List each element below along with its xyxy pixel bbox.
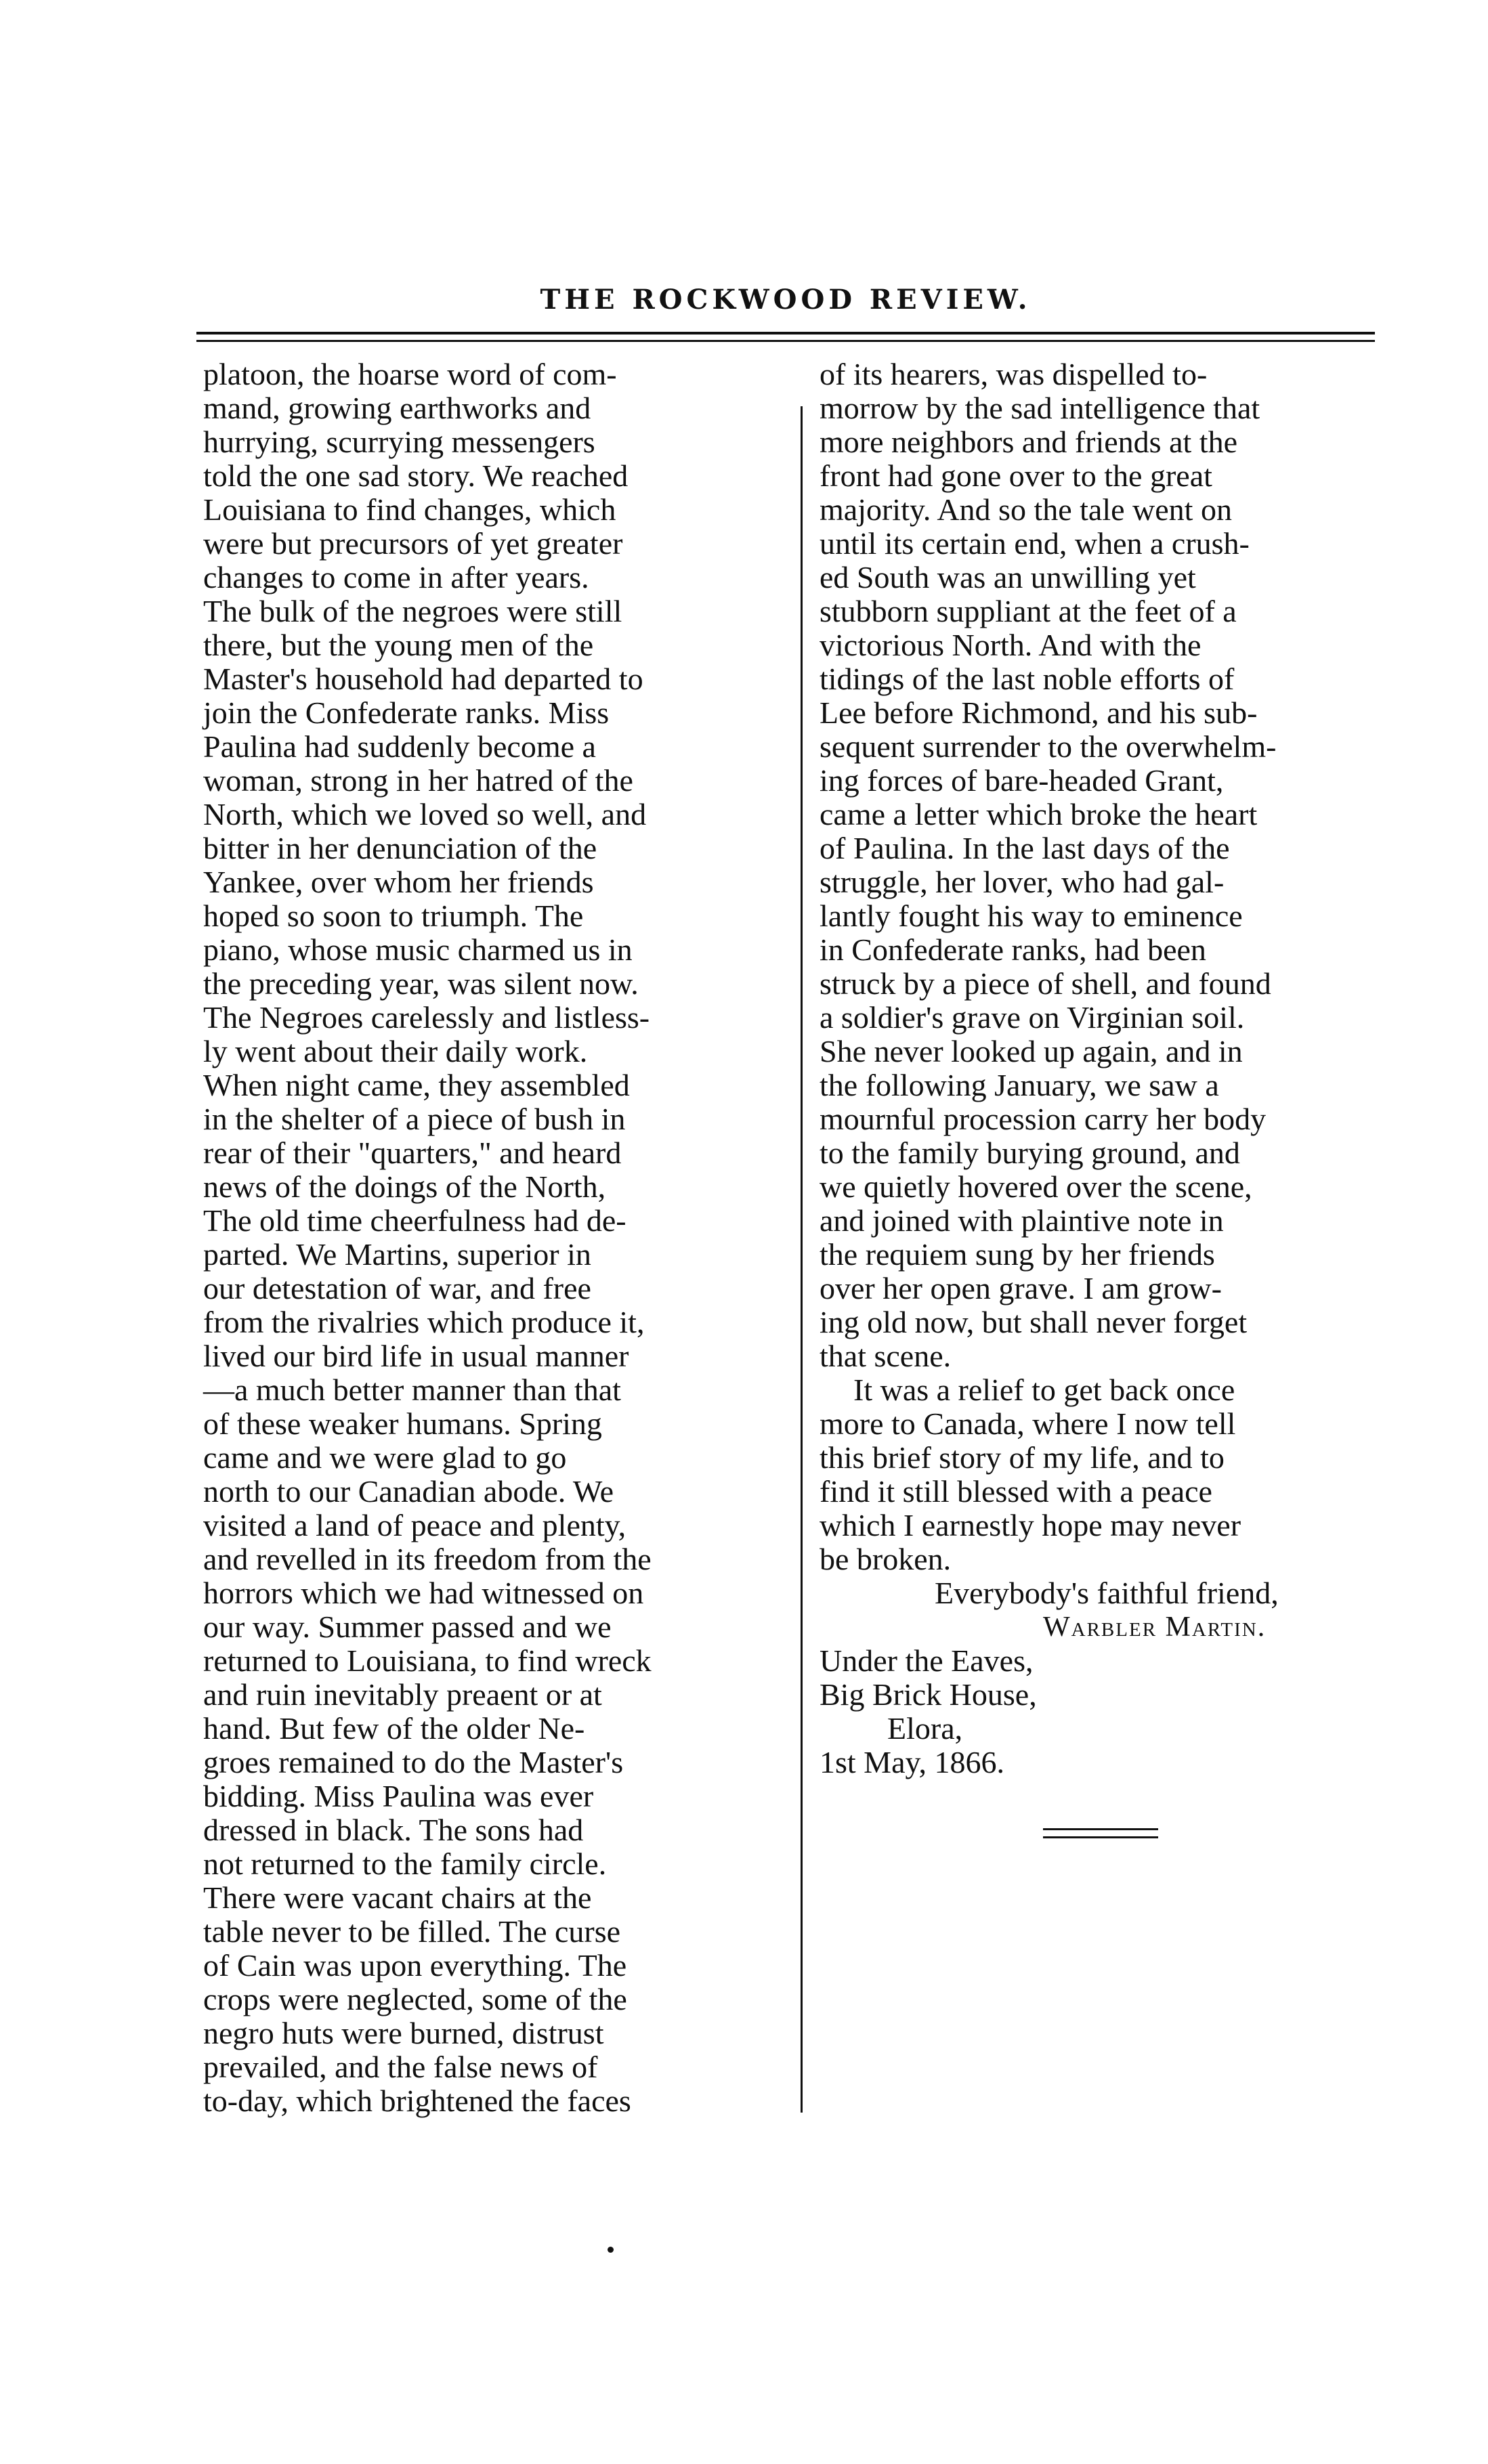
text-line: table never to be filled. The curse: [203, 1914, 621, 1949]
text-line: join the Confederate ranks. Miss: [203, 695, 610, 730]
text-line: were but precursors of yet greater: [203, 526, 623, 561]
text-line: of its hearers, was dispelled to-: [820, 357, 1208, 391]
text-line: the requiem sung by her friends: [820, 1237, 1215, 1272]
text-line: that scene.: [820, 1339, 952, 1373]
header-rule-secondary: [196, 340, 1375, 342]
text-line: Paulina had suddenly become a: [203, 729, 596, 764]
text-line: lived our bird life in usual manner: [203, 1339, 629, 1373]
text-line: mournful procession carry her body: [820, 1102, 1267, 1136]
text-line: The Negroes carelessly and listless-: [203, 1000, 650, 1035]
right-column: [820, 358, 1395, 1779]
text-line: Yankee, over whom her friends: [203, 865, 594, 899]
text-line: dressed in black. The sons had: [203, 1813, 584, 1847]
text-line: find it still blessed with a peace: [820, 1474, 1212, 1509]
text-line: our detestation of war, and free: [203, 1271, 591, 1305]
text-line: hoped so soon to triumph. The: [203, 899, 584, 933]
text-line: The bulk of the negroes were still: [203, 594, 622, 628]
text-line: came and we were glad to go: [203, 1440, 567, 1475]
text-line: woman, strong in her hatred of the: [203, 763, 633, 798]
end-rule-secondary: [1043, 1836, 1158, 1838]
text-line: The old time cheerfulness had de-: [203, 1203, 626, 1238]
text-line: platoon, the hoarse word of com-: [203, 357, 617, 391]
text-line: until its certain end, when a crush-: [820, 526, 1250, 561]
text-line: and joined with plaintive note in: [820, 1203, 1224, 1238]
text-line: we quietly hovered over the scene,: [820, 1169, 1252, 1204]
left-column: [203, 358, 769, 2118]
text-line: North, which we loved so well, and: [203, 797, 647, 831]
text-line: north to our Canadian abode. We: [203, 1474, 614, 1509]
text-line: It was a relief to get back once: [853, 1373, 1235, 1407]
text-line: bidding. Miss Paulina was ever: [203, 1779, 594, 1813]
text-line: and revelled in its freedom from the: [203, 1542, 652, 1576]
text-line: piano, whose music charmed us in: [203, 932, 633, 967]
text-line: stubborn suppliant at the feet of a: [820, 594, 1237, 628]
text-line: rear of their "quarters," and heard: [203, 1136, 622, 1170]
text-line: more neighbors and friends at the: [820, 425, 1237, 459]
text-line: more to Canada, where I now tell: [820, 1406, 1236, 1441]
text-line: prevailed, and the false news of: [203, 2050, 598, 2084]
text-line: morrow by the sad intelligence that: [820, 391, 1260, 425]
text-line: lantly fought his way to eminence: [820, 899, 1243, 933]
text-line: tidings of the last noble efforts of: [820, 662, 1235, 696]
text-line: horrors which we had witnessed on: [203, 1576, 644, 1610]
text-line: this brief story of my life, and to: [820, 1440, 1225, 1475]
text-line: in Confederate ranks, had been: [820, 932, 1206, 967]
text-line: told the one sad story. We reached: [203, 458, 629, 493]
text-line: changes to come in after years.: [203, 560, 589, 595]
text-line: of these weaker humans. Spring: [203, 1406, 602, 1441]
address-line: 1st May, 1866.: [820, 1745, 1005, 1779]
text-line: to the family burying ground, and: [820, 1136, 1240, 1170]
text-line: our way. Summer passed and we: [203, 1609, 612, 1644]
page-mark: [608, 2247, 614, 2253]
text-line: hand. But few of the older Ne-: [203, 1711, 585, 1746]
text-line: Master's household had departed to: [203, 662, 643, 696]
text-line: came a letter which broke the heart: [820, 797, 1258, 831]
text-line: ly went about their daily work.: [203, 1034, 588, 1068]
end-rule: [1043, 1828, 1158, 1830]
text-line: news of the doings of the North,: [203, 1169, 606, 1204]
signoff: Everybody's faithful friend,: [935, 1576, 1279, 1610]
text-line: groes remained to do the Master's: [203, 1745, 624, 1779]
text-line: front had gone over to the great: [820, 458, 1212, 493]
text-line: to-day, which brightened the faces: [203, 2083, 631, 2118]
text-line: She never looked up again, and in: [820, 1034, 1243, 1068]
running-header: THE ROCKWOOD REVIEW.: [540, 284, 1032, 316]
text-line: over her open grave. I am grow-: [820, 1271, 1222, 1305]
text-line: not returned to the family circle.: [203, 1846, 607, 1881]
text-line: bitter in her denunciation of the: [203, 831, 597, 865]
text-line: When night came, they assembled: [203, 1068, 630, 1102]
text-line: there, but the young men of the: [203, 628, 594, 662]
text-line: the following January, we saw a: [820, 1068, 1219, 1102]
column-divider: [801, 406, 803, 2113]
text-line: negro huts were burned, distrust: [203, 2016, 604, 2050]
text-line: be broken.: [820, 1542, 952, 1576]
text-line: victorious North. And with the: [820, 628, 1202, 662]
address-line: Big Brick House,: [820, 1677, 1037, 1712]
text-line: struggle, her lover, who had gal-: [820, 865, 1225, 899]
text-line: the preceding year, was silent now.: [203, 966, 639, 1001]
text-line: struck by a piece of shell, and found: [820, 966, 1271, 1001]
signature: Warbler Martin.: [1043, 1612, 1267, 1643]
header-rule: [196, 332, 1375, 334]
text-line: There were vacant chairs at the: [203, 1880, 592, 1915]
text-line: sequent surrender to the overwhelm-: [820, 729, 1277, 764]
text-line: of Paulina. In the last days of the: [820, 831, 1230, 865]
text-line: Lee before Richmond, and his sub-: [820, 695, 1258, 730]
address-line: Under the Eaves,: [820, 1643, 1034, 1678]
text-line: ed South was an unwilling yet: [820, 560, 1196, 595]
text-line: visited a land of peace and plenty,: [203, 1508, 626, 1542]
text-line: Louisiana to find changes, which: [203, 492, 616, 527]
text-line: —a much better manner than that: [203, 1373, 621, 1407]
text-line: ing old now, but shall never forget: [820, 1305, 1248, 1339]
text-line: a soldier's grave on Virginian soil.: [820, 1000, 1245, 1035]
text-line: in the shelter of a piece of bush in: [203, 1102, 626, 1136]
text-line: ing forces of bare-headed Grant,: [820, 763, 1224, 798]
text-line: crops were neglected, some of the: [203, 1982, 627, 2016]
text-line: which I earnestly hope may never: [820, 1508, 1241, 1542]
text-line: from the rivalries which produce it,: [203, 1305, 645, 1339]
address-line: Elora,: [887, 1711, 963, 1746]
text-line: and ruin inevitably preaent or at: [203, 1677, 602, 1712]
text-line: hurrying, scurrying messengers: [203, 425, 595, 459]
text-line: parted. We Martins, superior in: [203, 1237, 591, 1272]
text-line: mand, growing earthworks and: [203, 391, 591, 425]
text-line: majority. And so the tale went on: [820, 492, 1232, 527]
text-line: of Cain was upon everything. The: [203, 1948, 627, 1983]
text-line: returned to Louisiana, to find wreck: [203, 1643, 652, 1678]
